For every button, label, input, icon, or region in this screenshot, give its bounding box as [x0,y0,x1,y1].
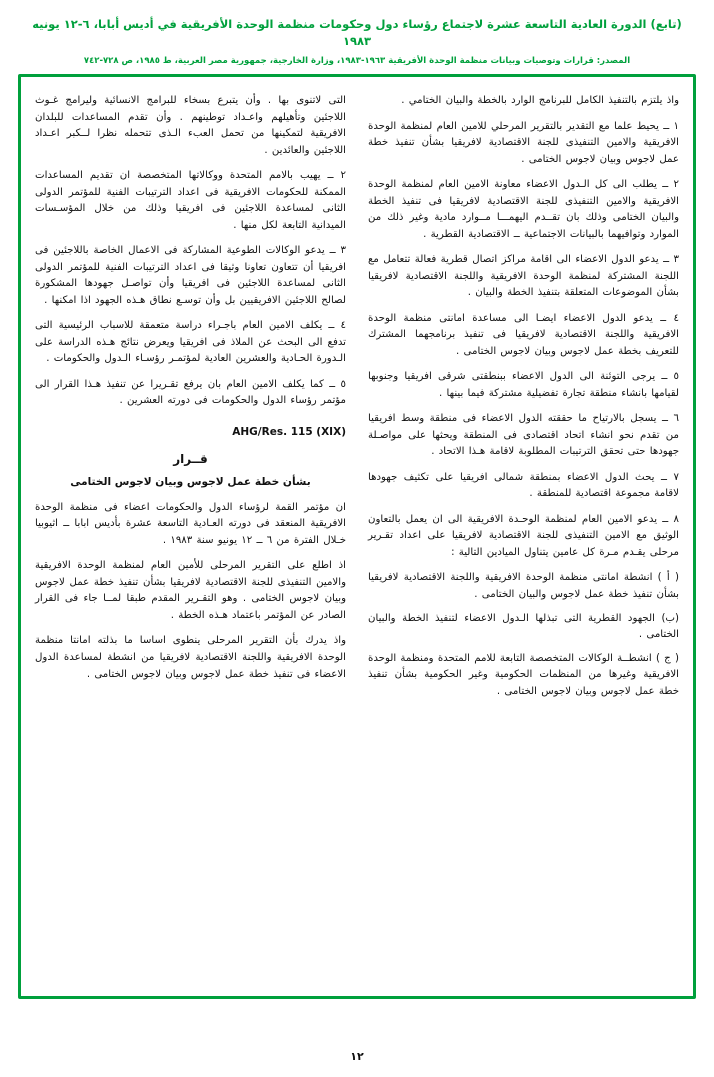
paragraph: ٢ ــ يهيب بالامم المتحدة ووكالاتها المتخصصة ان تقديم المساعدات الممكنة للحكومات الافريقية فى اعداد الترتيبات الفنية للمؤتمر الدولى الثانى لمساعدة اللاجئين فى افريقيا وذلك من خلال المؤسـسات الميدانية التابعة لكل منها . [35,170,346,231]
paragraph: ١ ــ يحيط علما مع التقدير بالتقرير المرحلي للامين العام لمنظمة الوحدة الافريقية والامين التنفيذى للجنة الاقتصادية لافريقيا بشأن تنفيذ خطة عمل لاجوس وبيان لاجوس الختامى . [368,120,679,165]
paragraph: واذ يلتزم بالتنفيذ الكامل للبرنامج الوارد بالخطة والبيان الختامي . [401,95,679,107]
paragraph: ٢ ــ يطلب الى كل الـدول الاعضاء معاونة الامين العام لمنظمة الوحدة الافريقية والامين التنفيذى للجنة الاقتصادية لافريقيا فى تنفيذ الخطة والبيان الختامى وذلك بان تقــدم اليهمـــا مــوارد مادية وغير ذلك من الموارد وتوافيهما بالبيانات الاجتماعية ــ الاقتصادية القطرية . [368,179,679,240]
resolution-code: AHG/Res. 115 (XIX) [232,425,346,438]
header-title: (تابع) الدورة العادية التاسعة عشرة لاجتماع رؤساء دول وحكومات منظمة الوحدة الأفريقية في أديس أبابا، ٦-١٢ يونيه ١٩٨٣ [32,17,682,49]
paragraph: التى لاتنوى بها . وأن يتبرع بسخاء للبرامج الانسائية وليرامج غـوث اللاجئين وتأهيلهم واعـداد توطينهم . وأن تقدم المساعدات للبلدان الافريقية لتمكينها من تحمل العبء الـذى تتحمله نظرا لــكبر اعـداد اللاجئين والعائدين . [35,95,346,156]
resolution-subtitle: بشأن خطة عمل لاجوس وبيان لاجوس الختامى [70,475,311,488]
two-column-layout [35,93,679,986]
paragraph: ٨ ــ يدعو الامين العام لمنظمة الوحـدة الافريقية الى ان يعمل بالتعاون الوثيق مع الامين التنفيذى للجنة الاقتصادية لافريقيا على اعداد تقـرير مرحلى يقـدم مـرة كل عامين يتناول الميادين التالية : [368,513,679,558]
paragraph: ( ج ) انشطــة الوكالات المتخصصة التابعة للامم المتحدة ومنظمة الوحدة الافريقية وغيرها من المنظمات الحكومية وغير الحكومية بشأن تنفيذ خطة عمل لاجوس وبيان لاجوس الختامى . [368,652,679,697]
right-column [368,93,679,986]
paragraph: ان مؤتمر القمة لرؤساء الدول والحكومات اعضاء فى منظمة الوحدة الافريقية المنعقد فى دورته العـادية التاسعة عشرة بأديس ابابا ــ اثيوبيا خـلال الفترة من ٦ ــ ١٢ يونيو سنة ١٩٨٣ . [35,501,346,546]
header-source: المصدر: قرارات وتوصيات وبيانات منظمة الوحدة الأفريقية ١٩٦٣-١٩٨٣، وزارة الخارجية، جمهورية مصر العربية، ط ١٩٨٥، ص ٧٢٨-٧٤٢ [83,55,631,66]
content-frame [18,74,696,999]
paragraph: (ب) الجهود القطرية التى تبذلها الـدول الاعضاء لتنفيذ الخطة والبيان الختامى . [368,612,679,641]
paragraph: ( أ ) انشطة امانتى منظمة الوحدة الافريقية واللجنة الاقتصادية لافريقيا بشأن تنفيذ خطة عمل لاجوس والبيان الختامى . [368,572,679,600]
paragraph: ٣ ــ يدعو الوكالات الطوعية المشاركة فى الاعمال الخاصة باللاجئين فى افريقيا أن تتعاون تعاونا وثيقا فى اعداد الترتيبات الفنية للمؤتمر الدولى الثانى لمساعدة اللاجئين فى افريقيا وأن تواصـل جهودها المشكورة لصالح اللاجئين الافريقيين بل وأن توسـع نطاق هـذه الجهود اذا امكنها . [35,245,346,306]
paragraph: ٧ ــ يحث الدول الاعضاء بمنطقة شمالى افريقيا على تكثيف جهودها لاقامة مجموعة اقتصادية للمنطقة . [368,471,679,500]
page-number: ١٢ [350,1050,364,1063]
paragraph: ٥ ــ يرجى التوئنة الى الدول الاعضاء ببنطقتى شرقى افريقيا وجنوبها لقيامها بانشاء منطقة تجارة تفضيلية مشتركة فيما بينها . [368,371,679,399]
paragraph: ٥ ــ كما يكلف الامين العام بان يرفع تقـريرا عن تنفيذ هـذا القرار الى مؤتمر رؤساء الدول والحكومات فى دورته العشرين . [35,378,346,407]
paragraph: ٣ ــ يدعو الدول الاعضاء الى اقامة مراكز اتصال قطرية فعالة تتعامل مع اللجنة المشتركة لمنظمة الوحدة الافريقية واللجنة الاقتصادية لافريقيا بشأن الموضوعات المتعلقة بتنفيذ الخطة والبيان . [368,254,679,299]
paragraph: ٤ ــ يدعو الدول الاعضاء ايضـا الى مساعدة امانتى منظمة الوحدة الافريقية واللجنة الاقتصادية لافريقيا فى تنفيذ برنامجهما المشترك للتعريف بخطة عمل لاجوس وبيان لاجوس الختامى . [368,312,679,357]
resolution-title: قــرار [173,451,208,466]
paragraph: اذ اطلع على التقرير المرحلى للأمين العام لمنظمة الوحدة الافريقية والامين التنفيذى للجنة الاقتصادية لافريقيا بشأن تنفيذ خطة عمل لاجوس وبيان لاجوس الختامى . وهو التقـرير المقدم طبقا لمــا جاء فى القرار الصادر عن المؤتمر باعتماد هـذه الخطة . [35,560,346,621]
paragraph: واذ يدرك بأن التقرير المرحلى ينطوى اساسا ما بذلته امانتا منظمة الوحدة الافريقية واللجنة الاقتصادية لافريقيا من انشطة لمساعدة الدول الاعضاء فى تنفيذ خطة عمل لاجوس وبيان لاجوس الختامى . [35,635,346,680]
paragraph: ٦ ــ يسجل بالارتياح ما حققته الدول الاعضاء فى منطقة وسط افريقيا من تقدم نحو انشاء اتحاد اقتصادى فى المنطقة ويحثها على مواصـلة جهودها حتى تحقق الترتيبات المطلوبة لاقامة هـذا الاتحاد . [368,413,679,458]
paragraph: ٤ ــ يكلف الامين العام باجـراء دراسة متعمقة للاسباب الرئيسية التى تدفع الى البحث عن الملاذ فى افريقيا ويعرض نتائج هـذه الدراسة على الـدورة الحـادية والعشرين العادية لمؤتمـر رؤسـاء الـدول والحكومات . [35,320,346,365]
left-column [35,93,346,986]
page-header [18,16,696,68]
